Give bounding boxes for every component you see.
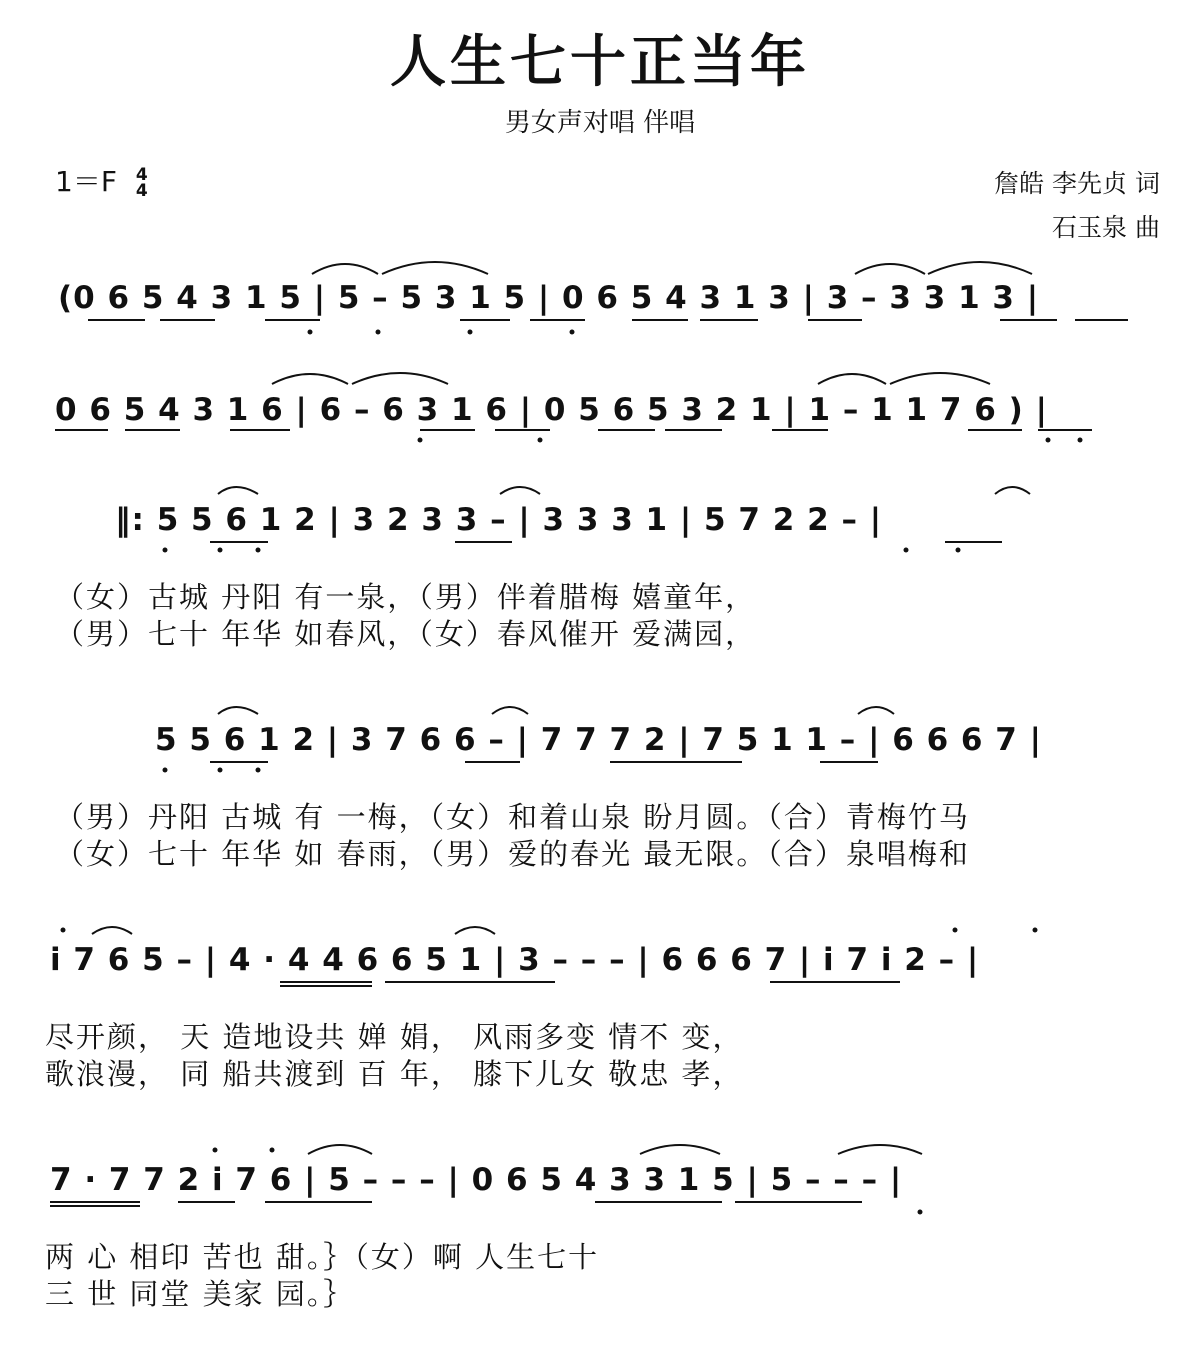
song-title: 人生七十正当年 xyxy=(390,29,810,95)
time-sig-bottom: 4 xyxy=(135,181,148,201)
time-signature xyxy=(136,167,148,199)
lyric-row-3-verse-2: （男）七十 年华 如春风，（女）春风催开 爱满园， xyxy=(55,617,757,651)
notation-row-4: 5 5 6 1 2 | 3 7 6 6 – | 7 7 7 2 | 7 5 1 1 – | 6 6 6 7 | xyxy=(155,722,1042,758)
lyric-row-4-verse-2: （女）七十 年华 如 春雨，（男）爱的春光 最无限。（合）泉唱梅和 xyxy=(55,837,970,871)
notation-row-5: i 7 6 5 – | 4 · 4 4 6 6 5 1 | 3 – – – | 6 6 6 7 | i 7 i 2 – | xyxy=(50,942,980,978)
lyric-row-5-verse-2: 歌浪漫， 同 船共渡到 百 年， 膝下儿女 敬忠 孝， xyxy=(45,1057,744,1091)
time-sig-top: 4 xyxy=(135,165,148,185)
lyric-row-3-verse-1: （女）古城 丹阳 有一泉，（男）伴着腊梅 嬉童年， xyxy=(55,580,757,614)
lyric-row-6-verse-2: 三 世 同堂 美家 园。｝ xyxy=(45,1277,355,1311)
key-label: 1＝F xyxy=(55,165,117,198)
lyric-row-4-verse-1: （男）丹阳 古城 有 一梅，（女）和着山泉 盼月圆。（合）青梅竹马 xyxy=(55,800,970,834)
song-subtitle: 男女声对唱 伴唱 xyxy=(504,108,696,138)
notation-row-2: 0 6 5 4 3 1 6 | 6 – 6 3 1 6 | 0 5 6 5 3 2 1 | 1 – 1 1 7 6 ) | xyxy=(55,392,1048,428)
lyric-row-6-verse-1: 两 心 相印 苦也 甜。｝（女）啊 人生七十 xyxy=(45,1240,600,1274)
lyric-row-5-verse-1: 尽开颜， 天 造地设共 婵 娟， 风雨多变 情不 变， xyxy=(45,1020,744,1054)
composer-credit: 石玉泉 曲 xyxy=(1052,213,1160,242)
lyricist-credit: 詹皓 李先贞 词 xyxy=(994,169,1160,198)
key-signature xyxy=(55,160,148,200)
notation-row-1: (0 6 5 4 3 1 5 | 5 – 5 3 1 5 | 0 6 5 4 3 1 3 | 3 – 3 3 1 3 | xyxy=(58,280,1040,316)
notation-row-6: 7 · 7 7 2 i 7 6 | 5 – – – | 0 6 5 4 3 3 1 5 | 5 – – – | xyxy=(50,1162,903,1198)
notation-row-3: ‖: 5 5 6 1 2 | 3 2 3 3 – | 3 3 3 1 | 5 7 2 2 – | xyxy=(115,502,883,538)
